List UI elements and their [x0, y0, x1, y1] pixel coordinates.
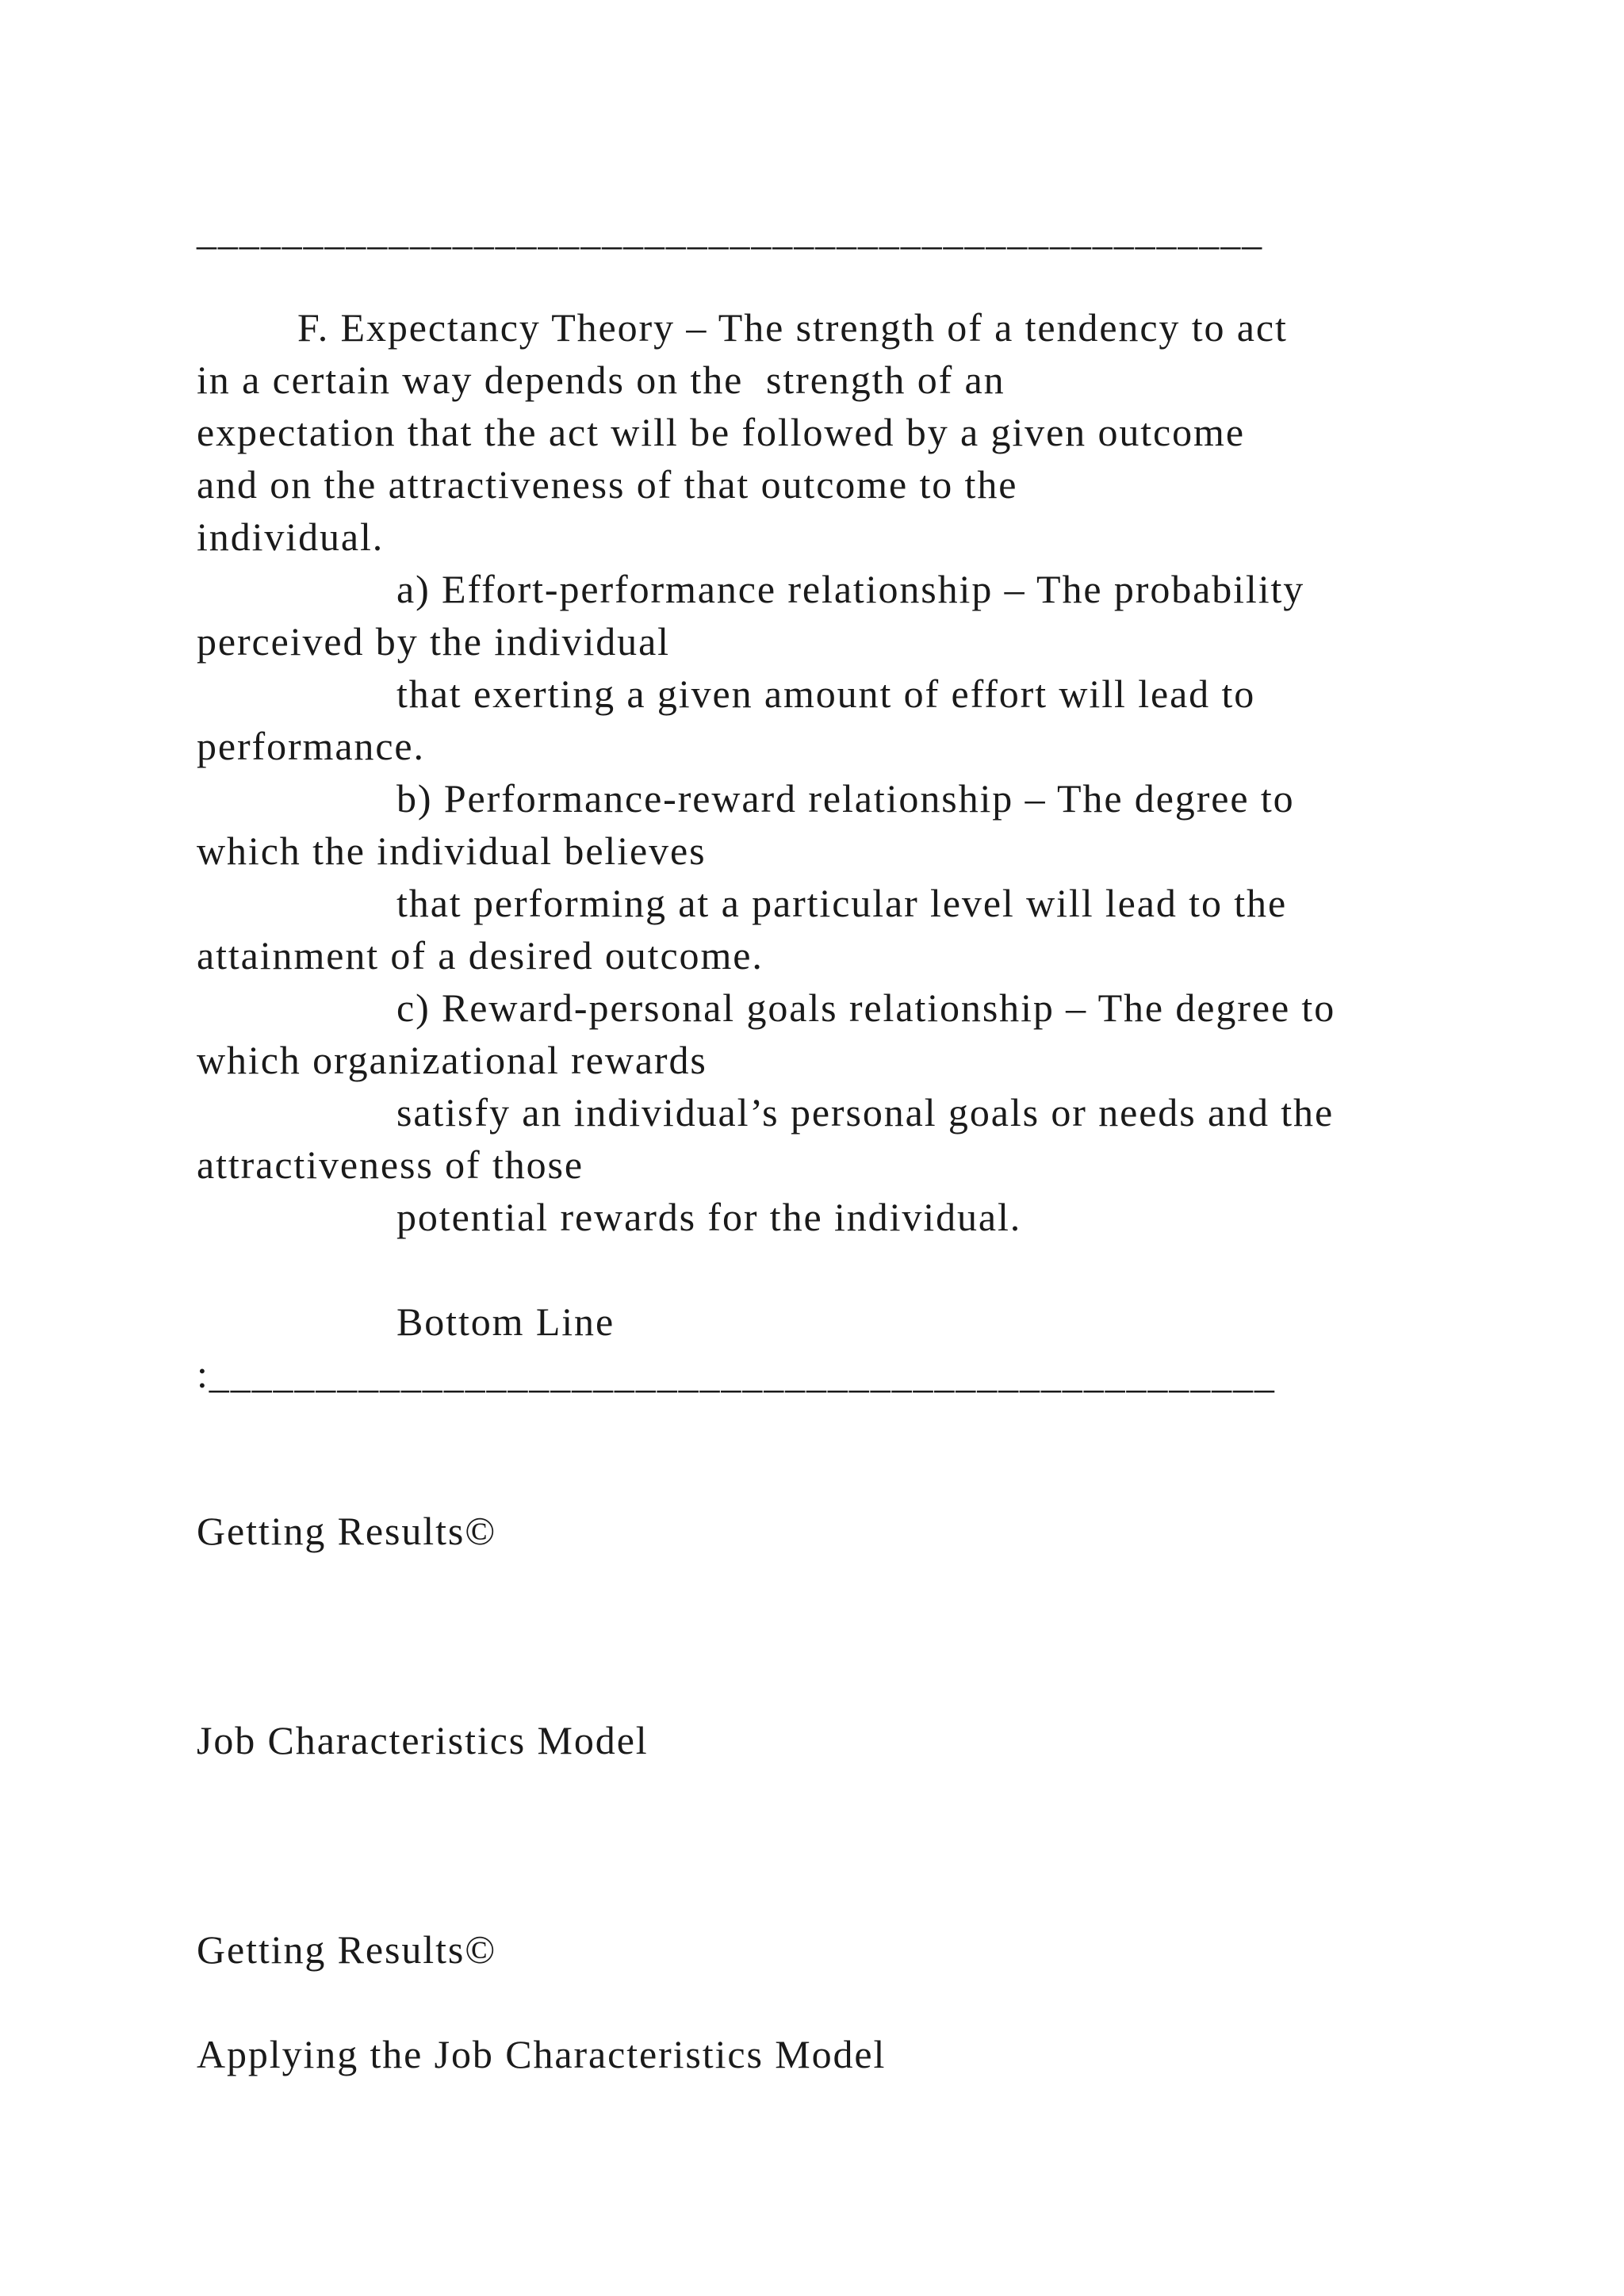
item-c-text: potential rewards for the individual.: [396, 1195, 1022, 1239]
bottom-line-label: Bottom Line: [396, 1299, 615, 1344]
item-c-label: c) Reward-personal goals relationship – The degree to: [396, 985, 1336, 1030]
body-text-line: and on the attractiveness of that outcome to the: [197, 462, 1018, 507]
job-characteristics-model-heading: Job Characteristics Model: [197, 1718, 649, 1762]
item-a-label: a) Effort-performance relationship – The probability: [396, 567, 1305, 611]
applying-model-heading: Applying the Job Characteristics Model: [197, 2032, 887, 2076]
getting-results-heading: Getting Results©: [197, 1509, 497, 1553]
getting-results-heading: Getting Results©: [197, 1927, 497, 1972]
item-a-text: perceived by the individual: [197, 619, 670, 664]
item-a-text: that exerting a given amount of effort will lead to: [396, 672, 1256, 716]
bottom-line-rule: :__________________________________________________: [197, 1352, 1276, 1396]
item-b-text: which the individual believes: [197, 828, 707, 873]
expectancy-theory-heading: F. Expectancy Theory – The strength of a tendency to act: [297, 305, 1288, 350]
item-b-label: b) Performance-reward relationship – The degree to: [396, 776, 1295, 821]
body-text-line: expectation that the act will be followed by a given outcome: [197, 410, 1245, 454]
top-rule: __________________________________________________: [197, 209, 1263, 253]
item-a-text: performance.: [197, 724, 425, 768]
body-text-line: individual.: [197, 515, 385, 559]
item-c-text: attractiveness of those: [197, 1142, 584, 1187]
item-c-text: which organizational rewards: [197, 1038, 707, 1082]
item-b-text: that performing at a particular level will lead to the: [396, 881, 1288, 925]
body-text-line: in a certain way depends on the strength of an: [197, 358, 1005, 402]
item-c-text: satisfy an individual’s personal goals or needs and the: [396, 1090, 1335, 1135]
item-b-text: attainment of a desired outcome.: [197, 933, 764, 978]
